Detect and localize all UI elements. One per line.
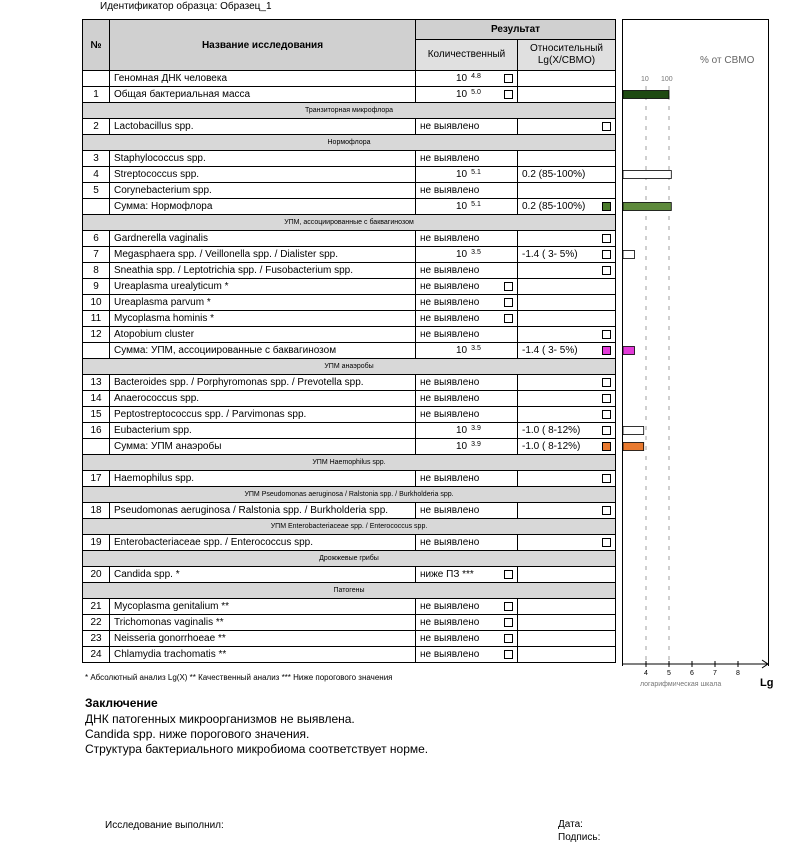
x-tick-label: 5 (667, 670, 671, 677)
quantitative-value: не выявлено (420, 153, 480, 164)
col-relative-header: Относительный Lg(X/СВМО) (518, 40, 616, 71)
quantitative-value: не выявлено (420, 409, 480, 420)
chart-bar (623, 91, 669, 99)
col-num-header: № (83, 20, 110, 71)
row-number: 1 (83, 87, 110, 103)
quantitative-value: не выявлено (420, 281, 480, 292)
test-name: Peptostreptococcus spp. / Parvimonas spp. (110, 407, 416, 423)
row-number: 24 (83, 647, 110, 663)
quantitative-value: 10 (456, 249, 468, 260)
chart-bar (623, 443, 644, 451)
quantitative-exponent: 5.1 (471, 169, 481, 176)
quantitative-value: 10 (456, 73, 468, 84)
quantitative-value: 10 (456, 201, 468, 212)
test-name: Mycoplasma hominis * (110, 311, 416, 327)
test-name: Streptococcus spp. (110, 167, 416, 183)
conclusion-line: Структура бактериального микробиома соответствует норме. (85, 742, 429, 756)
col-name-header: Название исследования (110, 20, 416, 71)
quantitative-exponent: 4.8 (471, 73, 481, 80)
chart-title: % от СВМО (700, 55, 755, 66)
quantitative-value: не выявлено (420, 473, 480, 484)
quantitative-value: не выявлено (420, 313, 480, 324)
quantitative-value: не выявлено (420, 329, 480, 340)
quantitative-value: не выявлено (420, 185, 480, 196)
test-name: Ureaplasma urealyticum * (110, 279, 416, 295)
quantitative-value: не выявлено (420, 537, 480, 548)
row-number: 9 (83, 279, 110, 295)
test-name: Trichomonas vaginalis ** (110, 615, 416, 631)
test-name: Геномная ДНК человека (110, 71, 416, 87)
section-title: УПМ Enterobacteriaceae spp. / Enterococcus spp. (83, 519, 616, 535)
footnote: * Абсолютный анализ Lg(X) ** Качественный анализ *** Ниже порогового значения (85, 673, 393, 682)
row-number: 12 (83, 327, 110, 343)
relative-value: -1.4 ( 3- 5%) (522, 249, 578, 260)
test-name: Eubacterium spp. (110, 423, 416, 439)
row-number: 21 (83, 599, 110, 615)
chart-bar (623, 171, 671, 179)
test-name: Corynebacterium spp. (110, 183, 416, 199)
quantitative-value: не выявлено (420, 601, 480, 612)
test-name: Anaerococcus spp. (110, 391, 416, 407)
row-number: 5 (83, 183, 110, 199)
section-title: УПМ, ассоциированные с баквагинозом (83, 215, 616, 231)
section-title: УПМ Haemophilus spp. (83, 455, 616, 471)
axis-unit-label: Lg (760, 677, 774, 689)
test-name: Pseudomonas aeruginosa / Ralstonia spp. / Burkholderia spp. (110, 503, 416, 519)
col-quantitative-header: Количественный (416, 40, 518, 71)
quantitative-value: 10 (456, 89, 468, 100)
quantitative-value: 10 (456, 169, 468, 180)
quantitative-value: не выявлено (420, 393, 480, 404)
quantitative-exponent: 5.1 (471, 201, 481, 208)
row-number: 18 (83, 503, 110, 519)
row-number: 7 (83, 247, 110, 263)
date-label: Дата: (558, 819, 583, 830)
quantitative-value: ниже ПЗ *** (420, 569, 474, 580)
relative-value: 0.2 (85-100%) (522, 169, 586, 180)
row-number: 13 (83, 375, 110, 391)
section-title: Патогены (83, 583, 616, 599)
relative-value: -1.4 ( 3- 5%) (522, 345, 578, 356)
test-name: Haemophilus spp. (110, 471, 416, 487)
row-number: 23 (83, 631, 110, 647)
section-title: УПМ анаэробы (83, 359, 616, 375)
quantitative-value: не выявлено (420, 617, 480, 628)
quantitative-exponent: 3.5 (471, 345, 481, 352)
row-number: 11 (83, 311, 110, 327)
quantitative-value: 10 (456, 441, 468, 452)
sample-id: Идентификатор образца: Образец_1 (100, 1, 272, 12)
conclusion-line: Candida spp. ниже порогового значения. (85, 727, 310, 741)
test-name: Atopobium cluster (110, 327, 416, 343)
row-number: 16 (83, 423, 110, 439)
quantitative-value: не выявлено (420, 121, 480, 132)
performer-label: Исследование выполнил: (105, 820, 224, 831)
quantitative-value: не выявлено (420, 633, 480, 644)
row-number: 10 (83, 295, 110, 311)
relative-value: -1.0 ( 8-12%) (522, 425, 581, 436)
quantitative-exponent: 5.0 (471, 89, 481, 96)
test-name: Gardnerella vaginalis (110, 231, 416, 247)
row-number: 3 (83, 151, 110, 167)
test-name: Candida spp. * (110, 567, 416, 583)
test-name: Сумма: Нормофлора (110, 199, 416, 215)
row-number: 17 (83, 471, 110, 487)
quantitative-value: не выявлено (420, 233, 480, 244)
test-name: Enterobacteriaceae spp. / Enterococcus spp. (110, 535, 416, 551)
section-title: Транзиторная микрофлора (83, 103, 616, 119)
col-result-header: Результат (416, 20, 616, 40)
axis-scale-label: логарифмическая шкала (640, 681, 722, 688)
chart-bar (623, 427, 644, 435)
relative-value: 0.2 (85-100%) (522, 201, 586, 212)
quantitative-value: не выявлено (420, 297, 480, 308)
row-number: 2 (83, 119, 110, 135)
test-name: Chlamydia trachomatis ** (110, 647, 416, 663)
row-number: 14 (83, 391, 110, 407)
svmo-tick-100: 100 (661, 76, 673, 83)
test-name: Lactobacillus spp. (110, 119, 416, 135)
test-name: Сумма: УПМ, ассоциированные с баквагинозом (110, 343, 416, 359)
row-number: 22 (83, 615, 110, 631)
row-number: 8 (83, 263, 110, 279)
row-number: 4 (83, 167, 110, 183)
chart-bar (623, 347, 635, 355)
section-title: Дрожжевые грибы (83, 551, 616, 567)
svmo-tick-10: 10 (641, 76, 649, 83)
x-tick-label: 8 (736, 670, 740, 677)
test-name: Mycoplasma genitalium ** (110, 599, 416, 615)
test-name: Staphylococcus spp. (110, 151, 416, 167)
test-name: Neisseria gonorrhoeae ** (110, 631, 416, 647)
quantitative-exponent: 3.9 (471, 425, 481, 432)
signature-label: Подпись: (558, 832, 601, 843)
section-title: Нормофлора (83, 135, 616, 151)
section-title: УПМ Pseudomonas aeruginosa / Ralstonia spp. / Burkholderia spp. (83, 487, 616, 503)
x-tick-label: 6 (690, 670, 694, 677)
row-number: 20 (83, 567, 110, 583)
chart-bar (623, 251, 635, 259)
test-name: Ureaplasma parvum * (110, 295, 416, 311)
row-number: 6 (83, 231, 110, 247)
conclusion-line: ДНК патогенных микроорганизмов не выявлена. (85, 712, 355, 726)
x-tick-label: 4 (644, 670, 648, 677)
test-name: Sneathia spp. / Leptotrichia spp. / Fusobacterium spp. (110, 263, 416, 279)
x-tick-label: 7 (713, 670, 717, 677)
quantitative-value: 10 (456, 345, 468, 356)
test-name: Сумма: УПМ анаэробы (110, 439, 416, 455)
test-name: Megasphaera spp. / Veillonella spp. / Dialister spp. (110, 247, 416, 263)
quantitative-exponent: 3.5 (471, 249, 481, 256)
quantitative-value: не выявлено (420, 377, 480, 388)
test-name: Общая бактериальная масса (110, 87, 416, 103)
conclusion-title: Заключение (85, 696, 158, 710)
quantitative-exponent: 3.9 (471, 441, 481, 448)
quantitative-value: не выявлено (420, 505, 480, 516)
test-name: Bacteroides spp. / Porphyromonas spp. / Prevotella spp. (110, 375, 416, 391)
quantitative-value: не выявлено (420, 265, 480, 276)
quantitative-value: не выявлено (420, 649, 480, 660)
relative-value: -1.0 ( 8-12%) (522, 441, 581, 452)
row-number: 19 (83, 535, 110, 551)
chart-bar (623, 203, 671, 211)
quantitative-value: 10 (456, 425, 468, 436)
row-number: 15 (83, 407, 110, 423)
